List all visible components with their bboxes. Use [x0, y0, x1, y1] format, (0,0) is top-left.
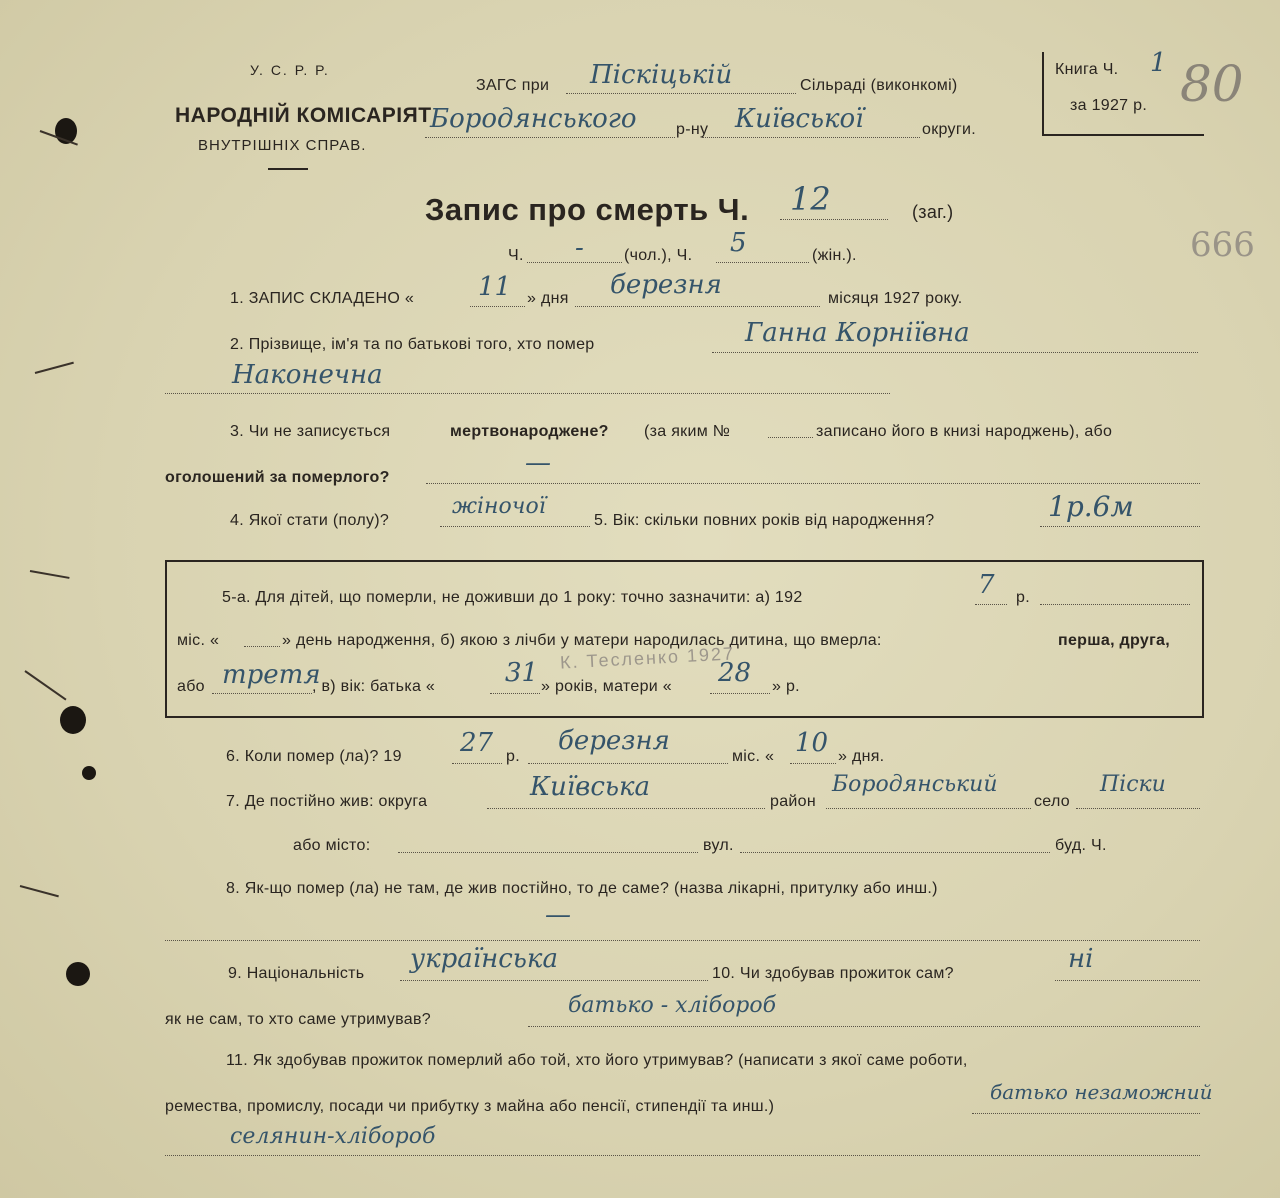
field-6-year: 27: [460, 728, 494, 758]
field-5a-mother-line: [710, 693, 770, 694]
book-number: 1: [1150, 48, 1167, 78]
okruha-line: [702, 137, 920, 138]
female-count-line: [716, 262, 809, 263]
female-count: 5: [730, 228, 747, 258]
field-11-line-2: [165, 1155, 1200, 1156]
record-number-line: [780, 219, 888, 220]
field-5a-year-line: [975, 604, 1007, 605]
field-6-mis: міс. «: [732, 748, 775, 765]
field-5a-order: третя: [222, 660, 321, 690]
raion-label: р-ну: [676, 121, 709, 138]
field-1-day: 11: [478, 272, 512, 302]
male-count: -: [575, 233, 584, 263]
field-5a-mother-age: 28: [718, 658, 752, 688]
book-year: за 1927 р.: [1070, 97, 1148, 114]
field-2-line-2: [165, 393, 890, 394]
raion-value: Бородянського: [430, 104, 637, 134]
field-6-year-line: [452, 763, 502, 764]
field-11-line1: 11. Як здобував прожиток померлий або той, хто його утримував? (написати з якої саме роботи,: [226, 1052, 968, 1069]
field-4-label: 4. Якої стати (полу)?: [230, 512, 390, 529]
field-10-sub-value: батько - хлібороб: [568, 993, 777, 1018]
male-label: (чол.), Ч.: [624, 247, 693, 264]
field-1-mid: » дня: [527, 290, 569, 307]
field-5-value: 1р.6м: [1048, 490, 1134, 523]
paper-crack: [30, 570, 70, 579]
field-7-selo: Піски: [1100, 772, 1166, 797]
village-council-line: [566, 93, 796, 94]
field-6-tail: » дня.: [838, 748, 885, 765]
field-5a-line3-a: або: [177, 678, 205, 695]
raion-line: [425, 137, 675, 138]
field-6-month: березня: [558, 726, 670, 756]
field-3-tail: записано його в книзі народжень), або: [816, 423, 1113, 440]
field-2-line: [712, 352, 1198, 353]
field-7-okruha-line: [487, 808, 765, 809]
field-4-line: [440, 526, 590, 527]
commissariat-label: НАРОДНІЙ КОМІСАРІЯТ: [175, 104, 432, 127]
record-number: 12: [790, 180, 831, 218]
record-title: Запис про смерть Ч.: [425, 192, 750, 227]
field-7-raion-line: [826, 808, 1031, 809]
field-10-sub-line: [528, 1026, 1200, 1027]
okruha-value: Київської: [735, 104, 864, 134]
field-7-selo-label: село: [1034, 793, 1070, 810]
paper-crack: [35, 362, 74, 374]
field-5a-line1: 5-а. Для дітей, що померли, не доживши до 1 року: точно зазначити: а) 192: [222, 589, 803, 606]
punch-hole: [82, 766, 96, 780]
field-3-declared-dead: оголошений за померлого?: [165, 469, 390, 486]
field-3-value: —: [525, 448, 551, 478]
field-7-misto-line: [398, 852, 698, 853]
field-5a-order-line: [212, 693, 312, 694]
field-7-label: 7. Де постійно жив: округа: [226, 793, 428, 810]
field-7-raion-label: район: [770, 793, 816, 810]
field-5a-line3-c: » років, матери «: [541, 678, 672, 695]
paper-crack: [24, 670, 66, 700]
book-label: Книга Ч.: [1055, 61, 1119, 78]
field-1-tail: місяця 1927 року.: [828, 290, 963, 307]
field-9-line: [400, 980, 708, 981]
field-2-surname: Наконечна: [232, 360, 383, 390]
field-1-label: 1. ЗАПИС СКЛАДЕНО «: [230, 290, 415, 307]
okruha-label: округи.: [922, 121, 976, 138]
field-11-value1: батько незаможний: [990, 1080, 1213, 1104]
field-3-stillborn: мертвонароджене?: [450, 423, 609, 440]
zags-label: ЗАГС при: [476, 77, 550, 94]
field-9-value: українська: [410, 944, 558, 974]
village-council-value: Піскіцькій: [590, 60, 733, 90]
field-5a-stamp: К. Тесленко 1927: [559, 643, 736, 673]
field-11-line: [972, 1113, 1200, 1114]
field-3-mid: (за яким №: [644, 423, 731, 440]
field-7-vul-label: вул.: [703, 837, 734, 854]
page-mark: 666: [1190, 225, 1255, 265]
field-3-number-line: [768, 437, 813, 438]
field-3-line1: 3. Чи не записується: [230, 423, 391, 440]
field-1-month: березня: [610, 270, 722, 300]
field-5a-line2-b: » день народження, б) якою з лічби у матери народилась дитина, що вмерла:: [282, 632, 882, 649]
punch-hole: [60, 706, 86, 734]
field-10-sub-label: як не сам, то хто саме утримував?: [165, 1011, 431, 1028]
field-7-selo-line: [1076, 808, 1200, 809]
field-6-day: 10: [795, 728, 829, 758]
field-2-label: 2. Прізвище, ім'я та по батькові того, хто помер: [230, 336, 595, 353]
field-11-line2: ремества, промислу, посади чи прибутку з майна або пенсії, стипендії та инш.): [165, 1098, 775, 1115]
field-5-line: [1040, 526, 1200, 527]
field-5a-line1-fill: [1040, 604, 1190, 605]
field-7-bud-label: буд. Ч.: [1055, 837, 1107, 854]
field-5a-father-age: 31: [505, 658, 539, 688]
field-5a-father-line: [490, 693, 540, 694]
field-5a-line3-d: » р.: [772, 678, 800, 695]
field-7-raion: Бородянський: [832, 772, 998, 797]
field-5a-line1-tail: р.: [1016, 589, 1030, 606]
internal-affairs-label: ВНУТРІШНІХ СПРАВ.: [198, 137, 367, 154]
field-11-value2: селянин-хлібороб: [230, 1124, 436, 1149]
field-5a-day-line: [244, 646, 280, 647]
field-5a-year-digit: 7: [978, 570, 995, 600]
field-9-label: 9. Національність: [228, 965, 365, 982]
record-title-suffix: (заг.): [912, 202, 954, 222]
field-1-day-line: [470, 306, 525, 307]
field-2-name: Ганна Корніївна: [745, 318, 970, 348]
field-5a-line2-bold: перша, друга,: [1058, 632, 1170, 649]
paper-crack: [20, 885, 59, 897]
field-7-vul-line: [740, 852, 1050, 853]
female-label: (жін.).: [812, 247, 857, 264]
field-8-value: —: [545, 900, 571, 930]
field-5a-line2-a: міс. «: [177, 632, 220, 649]
field-8-label: 8. Як-що помер (ла) не там, де жив постійно, то де саме? (назва лікарні, притулку або инш.): [226, 880, 938, 897]
field-10-value: ні: [1068, 944, 1094, 974]
count-label-ch: Ч.: [508, 247, 524, 264]
field-6-r: р.: [506, 748, 520, 765]
field-1-month-line: [575, 306, 820, 307]
field-8-line: [165, 940, 1200, 941]
usrr-label: У. С. Р. Р.: [250, 62, 330, 78]
field-6-day-line: [790, 763, 836, 764]
field-10-label: 10. Чи здобував прожиток сам?: [712, 965, 954, 982]
field-5-label: 5. Вік: скільки повних років від народження?: [594, 512, 935, 529]
field-6-month-line: [528, 763, 728, 764]
field-10-line: [1055, 980, 1200, 981]
field-6-label: 6. Коли помер (ла)? 19: [226, 748, 402, 765]
punch-hole: [66, 962, 90, 986]
field-3-line-2: [426, 483, 1200, 484]
corner-mark: 80: [1180, 55, 1244, 113]
field-7-misto-label: або місто:: [293, 837, 371, 854]
field-7-okruha: Київська: [530, 772, 651, 802]
header-rule: [268, 168, 308, 170]
village-council-suffix: Сільраді (виконкомі): [800, 77, 958, 94]
field-4-value: жіночої: [452, 494, 546, 519]
field-5a-line3-b: , в) вік: батька «: [312, 678, 436, 695]
